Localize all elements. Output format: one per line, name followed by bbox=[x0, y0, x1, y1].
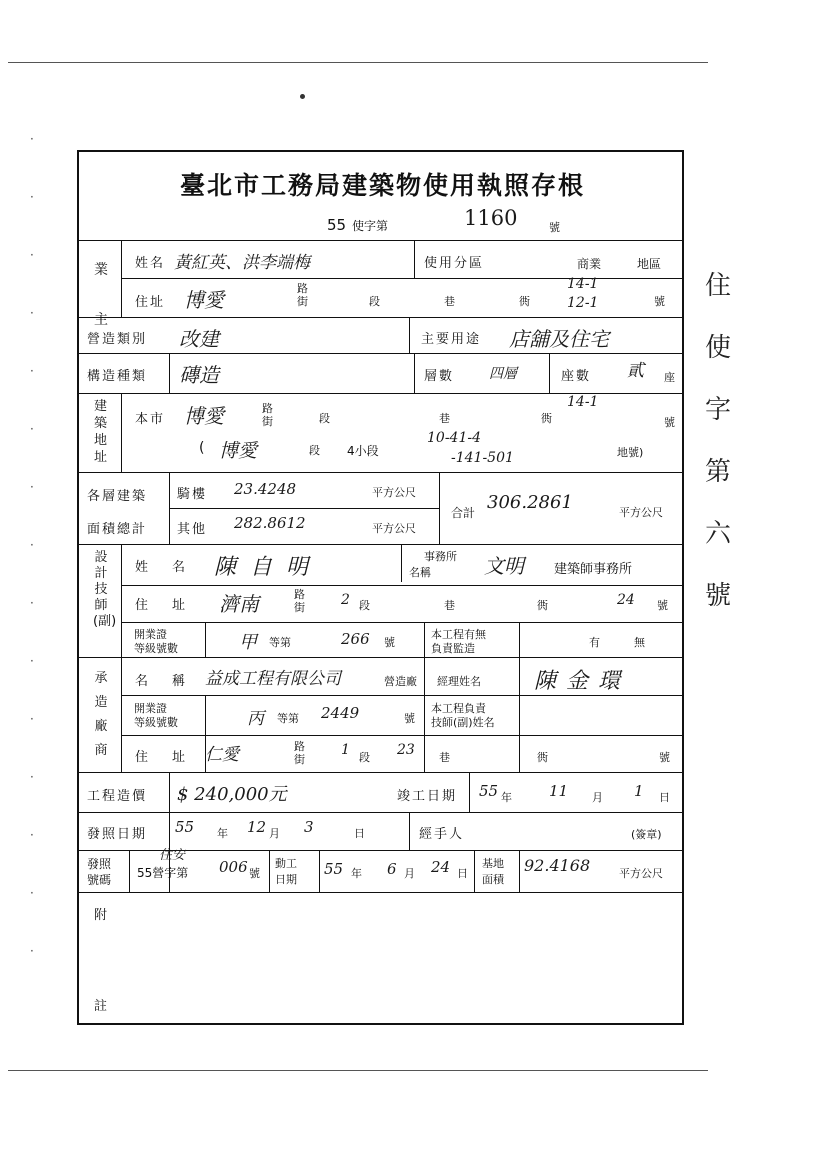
area-label-1: 各層建築 bbox=[87, 489, 148, 504]
issue-month: 12 bbox=[247, 818, 267, 836]
permit-label-1: 發照 bbox=[87, 857, 112, 871]
main-use-value: 店舖及住宅 bbox=[509, 327, 609, 351]
contractor-zaochang: 營造廠 bbox=[384, 675, 417, 688]
issue-label: 發照日期 bbox=[87, 827, 148, 842]
base-value: 92.4168 bbox=[524, 856, 591, 875]
total-value: 306.2861 bbox=[487, 492, 573, 513]
architect-number-value: 24 bbox=[617, 592, 635, 608]
architect-xiang: 巷 bbox=[444, 599, 455, 612]
base-unit: 平方公尺 bbox=[619, 867, 663, 880]
owner-nong-value: 14-1 bbox=[567, 276, 599, 292]
architect-license-label-1: 開業證 bbox=[134, 628, 167, 641]
blocks-zuo: 座 bbox=[664, 371, 675, 384]
issue-yue: 月 bbox=[269, 827, 280, 840]
arcade-value: 23.4248 bbox=[234, 480, 297, 498]
contractor-license-grade: 丙 bbox=[247, 709, 264, 729]
lot-value: 10-41-4 bbox=[427, 430, 481, 446]
contractor-name-label: 名稱 bbox=[135, 674, 210, 689]
site-city: 本市 bbox=[135, 412, 166, 427]
site-road-street: 路 街 bbox=[262, 402, 273, 428]
issue-day: 3 bbox=[304, 818, 314, 836]
permit-number: 1160 bbox=[464, 206, 518, 230]
supervision-wu: 無 bbox=[634, 636, 645, 649]
site-nong: 衖 bbox=[541, 412, 552, 425]
owner-road-street: 路 街 bbox=[297, 282, 308, 308]
remarks-zhu: 註 bbox=[94, 999, 110, 1014]
completion-ri: 日 bbox=[659, 791, 670, 804]
contractor-xiang-value: 23 bbox=[397, 742, 415, 758]
owner-number-value: 12-1 bbox=[567, 295, 599, 311]
contractor-license-label-2: 等級號數 bbox=[134, 716, 178, 729]
construction-type-value: 改建 bbox=[179, 327, 219, 351]
architect-deng-di: 等第 bbox=[269, 636, 291, 649]
architect-license-label-2: 等級號數 bbox=[134, 642, 178, 655]
arcade-unit: 平方公尺 bbox=[372, 486, 416, 499]
contractor-address-label: 住址 bbox=[135, 750, 210, 765]
cost-value: $ 240,000元 bbox=[177, 784, 287, 805]
remarks-fu: 附 bbox=[94, 908, 110, 923]
construction-type-label: 營造類別 bbox=[87, 332, 148, 347]
side-stamp-text: 住使字第六號 bbox=[705, 271, 732, 611]
contractor-address-road: 仁愛 bbox=[205, 745, 239, 765]
owner-group-label: 業主 bbox=[94, 262, 108, 328]
blocks-value: 貳 bbox=[627, 361, 644, 381]
office-label-1: 事務所 bbox=[424, 550, 457, 563]
contractor-name: 益成工程有限公司 bbox=[205, 669, 341, 689]
lot-sub: 4小段 bbox=[347, 444, 379, 458]
architect-name: 陳自明 bbox=[214, 555, 323, 580]
completion-year: 55 bbox=[479, 782, 499, 800]
scan-bottom-line bbox=[8, 1070, 708, 1071]
area-label-2: 面積總計 bbox=[87, 522, 148, 537]
owner-name: 黃紅英、洪李端梅 bbox=[174, 253, 310, 273]
zone-label: 使用分區 bbox=[424, 256, 485, 271]
zone-suffix: 地區 bbox=[637, 257, 662, 271]
number-word: 使字第 bbox=[352, 219, 389, 233]
manager-label: 經理姓名 bbox=[437, 675, 481, 688]
owner-nong: 衖 bbox=[519, 295, 530, 308]
architect-license-no: 266 bbox=[341, 630, 370, 648]
issue-nian: 年 bbox=[217, 827, 228, 840]
lot-road: 博愛 bbox=[219, 440, 258, 462]
start-month: 6 bbox=[387, 860, 397, 878]
left-margin-marks: · · · · · · · · · · · · · · · bbox=[30, 132, 34, 958]
start-ri: 日 bbox=[457, 867, 468, 880]
site-nong-value: 14-1 bbox=[567, 394, 599, 410]
site-road: 博愛 bbox=[184, 404, 224, 428]
owner-name-label: 姓名 bbox=[135, 256, 166, 271]
total-unit: 平方公尺 bbox=[619, 506, 663, 519]
blocks-label: 座數 bbox=[561, 369, 592, 384]
architect-address-label: 住址 bbox=[135, 598, 210, 613]
contractor-hao: 號 bbox=[659, 751, 670, 764]
form-title: 臺北市工務局建築物使用執照存根 bbox=[179, 171, 585, 200]
arcade-label: 騎樓 bbox=[177, 487, 208, 502]
site-hao: 號 bbox=[664, 416, 675, 429]
site-label: 建築地址 bbox=[93, 399, 107, 465]
scan-top-line bbox=[8, 62, 708, 63]
contractor-nong: 衖 bbox=[537, 751, 548, 764]
completion-day: 1 bbox=[634, 782, 644, 800]
permit-value: 55營字第 bbox=[137, 866, 189, 880]
lot-section: 段 bbox=[309, 444, 320, 457]
handler-label: 經手人 bbox=[419, 827, 465, 842]
supervision-label-1: 本工程有無 bbox=[431, 628, 486, 641]
architect-address-road: 濟南 bbox=[219, 592, 259, 616]
owner-xiang: 巷 bbox=[444, 295, 455, 308]
owner-address-label: 住址 bbox=[135, 295, 166, 310]
architect-duan: 段 bbox=[359, 599, 370, 612]
start-label-1: 動工 bbox=[275, 857, 297, 870]
architect-duan-value: 2 bbox=[341, 592, 350, 608]
structure-type-label: 構造種類 bbox=[87, 369, 148, 384]
permit-hao: 號 bbox=[249, 867, 260, 880]
issue-ri: 日 bbox=[354, 827, 365, 840]
contractor-xiang: 巷 bbox=[439, 751, 450, 764]
other-unit: 平方公尺 bbox=[372, 522, 416, 535]
total-label: 合計 bbox=[451, 506, 476, 520]
contractor-duan-value: 1 bbox=[341, 742, 350, 758]
zone-value: 商業 bbox=[577, 257, 602, 271]
completion-month: 11 bbox=[549, 782, 569, 800]
contractor-road-street: 路 街 bbox=[294, 740, 305, 766]
supervision-you: 有 bbox=[589, 636, 600, 649]
lot-suffix: 地號) bbox=[617, 446, 644, 459]
base-label-1: 基地 bbox=[482, 857, 504, 870]
start-day: 24 bbox=[431, 858, 451, 876]
completion-label: 竣工日期 bbox=[397, 789, 458, 804]
lot-open: ( bbox=[199, 440, 205, 456]
contractor-duan: 段 bbox=[359, 751, 370, 764]
base-label-2: 面積 bbox=[482, 873, 504, 886]
number-prefix: 55 bbox=[327, 216, 347, 234]
permit-note: 住安 bbox=[159, 848, 186, 863]
start-nian: 年 bbox=[351, 867, 362, 880]
start-yue: 月 bbox=[404, 867, 415, 880]
contractor-license-hao: 號 bbox=[404, 712, 415, 725]
other-label: 其他 bbox=[177, 522, 208, 537]
owner-hao: 號 bbox=[654, 295, 665, 308]
contractor-license-no: 2449 bbox=[321, 704, 360, 722]
contractor-deng-di: 等第 bbox=[277, 712, 299, 725]
scan-speck bbox=[300, 94, 305, 99]
tech-label-1: 本工程負責 bbox=[431, 702, 486, 715]
office-suffix: 建築師事務所 bbox=[554, 562, 633, 577]
contractor-label: 承造廠商 bbox=[94, 671, 108, 758]
architect-hao: 號 bbox=[657, 599, 668, 612]
site-duan: 段 bbox=[319, 412, 330, 425]
architect-nong: 衖 bbox=[537, 599, 548, 612]
architect-road-street: 路 街 bbox=[294, 588, 305, 614]
other-value: 282.8612 bbox=[234, 514, 306, 532]
office-label-2: 名稱 bbox=[409, 566, 431, 579]
license-form bbox=[77, 150, 684, 1025]
architect-name-label: 姓名 bbox=[135, 560, 210, 575]
structure-type-value: 磚造 bbox=[179, 363, 219, 387]
start-year: 55 bbox=[324, 860, 344, 878]
main-use-label: 主要用途 bbox=[421, 332, 482, 347]
issue-year: 55 bbox=[175, 818, 195, 836]
owner-address-road: 博愛 bbox=[184, 288, 224, 312]
start-label-2: 日期 bbox=[275, 873, 297, 886]
manager-name: 陳金環 bbox=[534, 669, 631, 694]
completion-nian: 年 bbox=[501, 791, 512, 804]
cost-label: 工程造價 bbox=[87, 789, 148, 804]
architect-label: 設計技師(副) bbox=[93, 550, 117, 629]
completion-yue: 月 bbox=[592, 791, 603, 804]
lot-value-2: -141-501 bbox=[451, 450, 514, 466]
permit-label-2: 號碼 bbox=[87, 873, 112, 887]
tech-label-2: 技師(副)姓名 bbox=[431, 716, 495, 729]
architect-license-hao: 號 bbox=[384, 636, 395, 649]
handler-seal: (簽章) bbox=[631, 828, 662, 841]
contractor-license-label-1: 開業證 bbox=[134, 702, 167, 715]
site-xiang: 巷 bbox=[439, 412, 450, 425]
office-name: 文明 bbox=[484, 554, 524, 578]
owner-duan: 段 bbox=[369, 295, 380, 308]
number-suffix: 號 bbox=[549, 221, 560, 234]
permit-value-no: 006 bbox=[219, 858, 248, 876]
floors-value: 四層 bbox=[489, 366, 517, 382]
floors-label: 層數 bbox=[424, 369, 455, 384]
supervision-label-2: 負責監造 bbox=[431, 642, 475, 655]
architect-license-grade: 甲 bbox=[239, 632, 257, 653]
